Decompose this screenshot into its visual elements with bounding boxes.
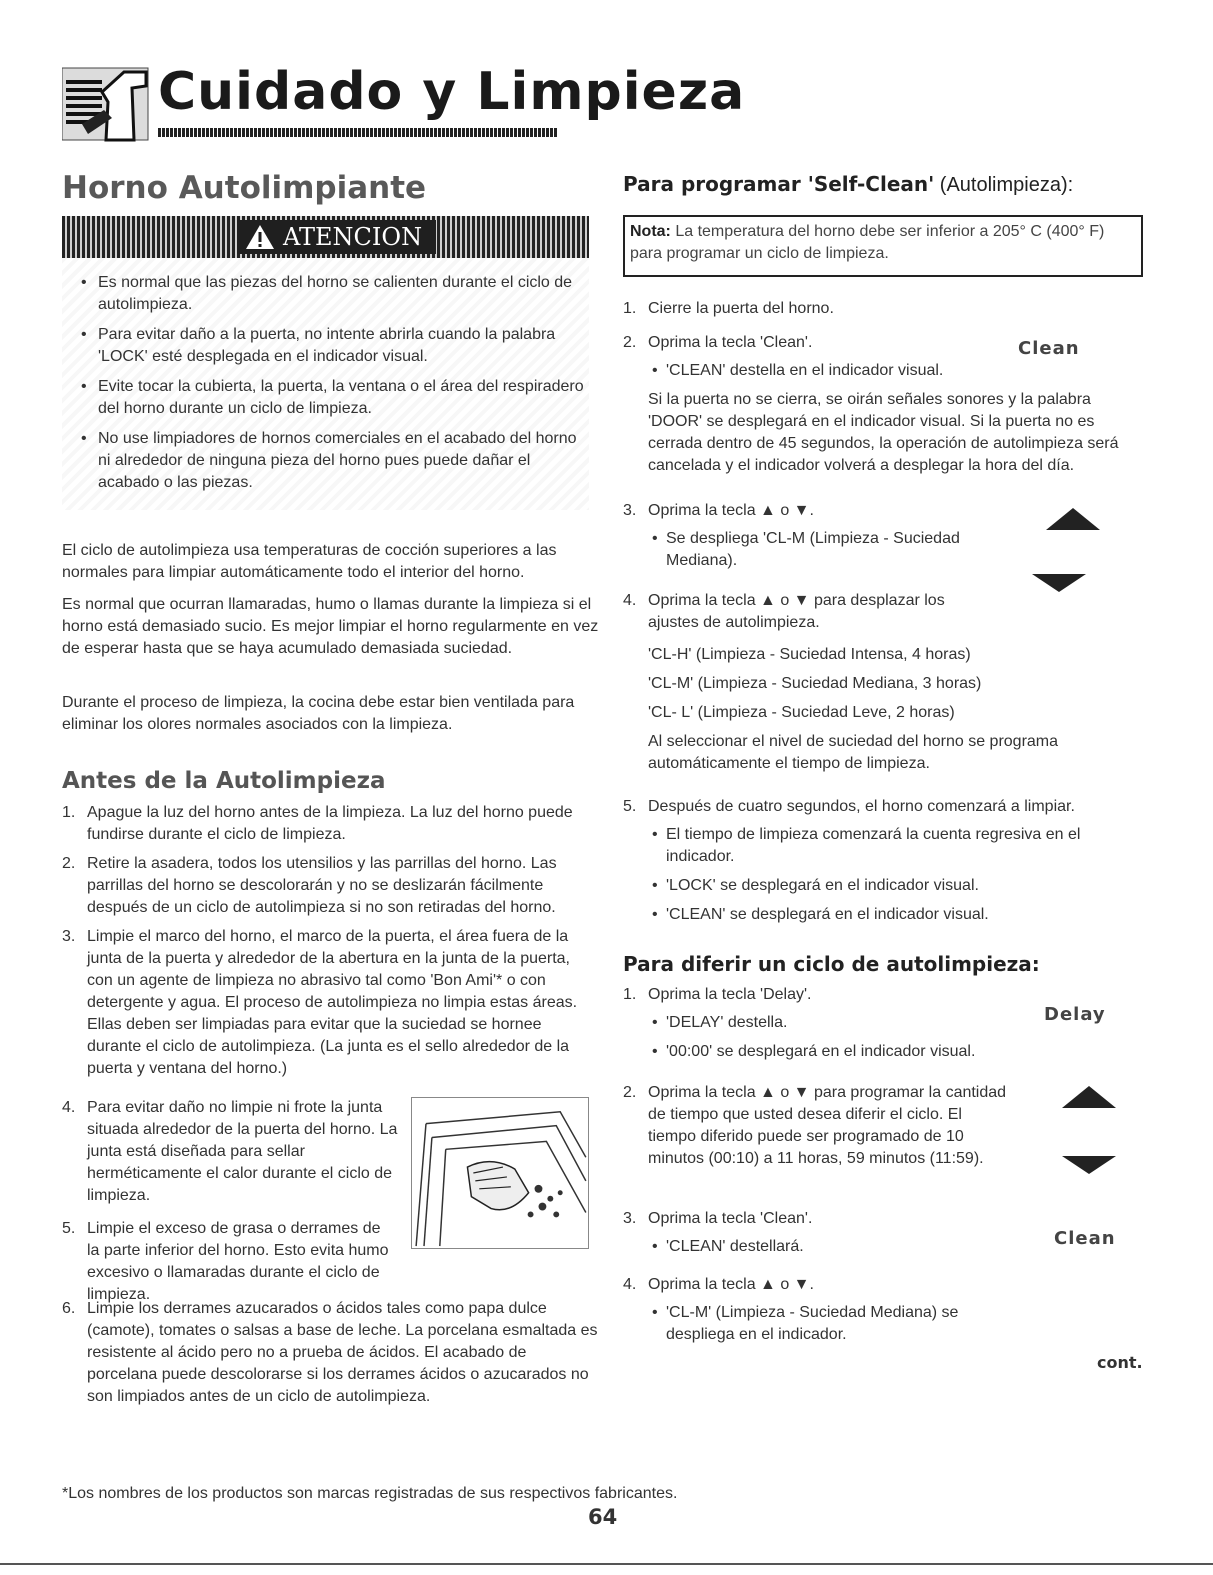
footnote: *Los nombres de los productos son marcas registradas de sus respectivos fabricantes. xyxy=(62,1485,678,1502)
section-title-programar: Para programar 'Self-Clean' (Autolimpieza): xyxy=(623,172,1074,196)
list-item: 1. Cierre la puerta del horno. xyxy=(623,300,834,317)
bullet-item: • 'LOCK' se desplegará en el indicador visual. xyxy=(648,875,1118,897)
up-arrow-key-icon[interactable] xyxy=(1044,506,1102,532)
warning-label xyxy=(237,220,436,254)
clean-key[interactable]: Clean xyxy=(1018,338,1080,359)
section-title-horno: Horno Autolimpiante xyxy=(62,170,427,206)
setting-line: 'CL- L' (Limpieza - Suciedad Leve, 2 horas) xyxy=(648,704,955,721)
bullet-item: • El tiempo de limpieza comenzará la cuenta regresiva en el indicador. xyxy=(648,824,1118,868)
warning-banner xyxy=(62,216,589,258)
intro-paragraph: Durante el proceso de limpieza, la cocina debe estar bien ventilada para eliminar los olores normales asociados con la limpieza. xyxy=(62,694,575,733)
header-rule xyxy=(158,128,558,137)
list-item: 3. Oprima la tecla ▲ o ▼. • Se despliega 'CL-M (Limpieza - Suciedad Mediana). xyxy=(623,500,1023,579)
bullet-item: • 'CLEAN' destellará. xyxy=(648,1236,1043,1258)
intro-paragraph: Es normal que ocurran llamaradas, humo o llamas durante la limpieza si el horno está demasiado sucio. Es mejor limpiar el horno regularmente en vez de esperar hasta que se haya acumulado demasiada suciedad. xyxy=(62,596,599,657)
door-gasket-illustration xyxy=(411,1097,589,1249)
list-item: 1. Oprima la tecla 'Delay'. • 'DELAY' destella. • '00:00' se desplegará en el indicador visual. xyxy=(623,984,1043,1070)
warning-triangle-icon xyxy=(245,224,275,250)
list-item: 2. Oprima la tecla ▲ o ▼ para programar la cantidad de tiempo que usted desea diferir el ciclo. El tiempo diferido puede ser programado de 10 minutos (00:10) a 11 horas, 59 minutos (11:59). xyxy=(623,1084,1007,1167)
up-arrow-key-icon[interactable] xyxy=(1060,1084,1118,1110)
bullet-item: • 'CLEAN' se desplegará en el indicador visual. xyxy=(648,904,1118,926)
warning-list xyxy=(62,258,589,494)
bullet-item: • 'CLEAN' destella en el indicador visual. xyxy=(648,360,978,382)
clean-key[interactable]: Clean xyxy=(1054,1228,1116,1249)
section-title-antes: Antes de la Autolimpieza xyxy=(62,768,386,794)
list-item: 6. Limpie los derrames azucarados o ácidos tales como papa dulce (camote), tomates o salsas a base de leche. La porcelana esmaltada es resistente al ácido pero no a prueba de ácidos. El acabado de porcelana puede descolorarse si los derrames ácidos o azucarados no son limpiados antes de un ciclo de autolimpieza. xyxy=(62,1300,598,1405)
list-item: 5. Después de cuatro segundos, el horno comenzará a limpiar. • El tiempo de limpieza comenzará la cuenta regresiva en el indicador. • 'LOCK' se desplegará en el indicador visual. • 'CLEAN' se desplegará en el indicador visual. xyxy=(623,796,1143,933)
list-item: 2. Oprima la tecla 'Clean'. • 'CLEAN' destella en el indicador visual. Si la puerta no se cierra, se oirán señales sonores y la palabra 'DOOR' se desplegará en el indicador visual. Si la puerta no es cerrada dentro de 45 segundos, la operación de autolimpieza será cancelada y el indicador volverá a desplegar la hora del día. xyxy=(623,332,1143,484)
bottom-rule xyxy=(0,1563,1213,1565)
setting-line: 'CL-M' (Limpieza - Suciedad Mediana, 3 horas) xyxy=(648,675,982,692)
note-text: La temperatura del horno debe ser inferior a 205° C (400° F) para programar un ciclo de limpieza. xyxy=(630,223,1105,262)
setting-line: 'CL-H' (Limpieza - Suciedad Intensa, 4 horas) xyxy=(648,646,971,663)
page-number: 64 xyxy=(588,1505,618,1529)
cleaning-spray-icon xyxy=(62,62,150,144)
warning-label-text: ATENCION xyxy=(283,223,423,251)
list-item: 3. Oprima la tecla 'Clean'. • 'CLEAN' destellará. xyxy=(623,1208,1043,1265)
bullet-item: • 'CL-M' (Limpieza - Suciedad Mediana) se despliega en el indicador. xyxy=(648,1302,978,1346)
list-item: 2. Retire la asadera, todos los utensilios y las parrillas del horno. Las parrillas del horno se descolorarán y no se deslizarán fácilmente después de un ciclo de autolimpieza si no son retiradas del horno. xyxy=(62,855,557,916)
section-title-diferir: Para diferir un ciclo de autolimpieza: xyxy=(623,952,1040,976)
step-note: Si la puerta no se cierra, se oirán señales sonores y la palabra 'DOOR' se desplegará en el indicador visual. Si la puerta no es cerrada dentro de 45 segundos, la operación de autolimpieza será cancelada y el indicador volverá a desplegar la hora del día. xyxy=(648,391,1119,474)
continued-label: cont. xyxy=(1097,1353,1143,1372)
list-item: 3. Limpie el marco del horno, el marco de la puerta, el área fuera de la junta de la puerta y alrededor de la abertura en la junta de la puerta, con un agente de limpieza no abrasivo tal como 'Bon Ami'* o con detergente y agua. El proceso de autolimpieza no limpia estas áreas. Ellas deben ser limpiadas para evitar que la suciedad se hornee durante el ciclo de autolimpieza. (La junta es el sello alrededor de la puerta y ventana del horno.) xyxy=(62,928,578,1077)
note-box xyxy=(623,215,1143,277)
page-header-title: Cuidado y Limpieza xyxy=(158,62,746,122)
list-item: 1. Apague la luz del horno antes de la limpieza. La luz del horno puede fundirse durante el ciclo de limpieza. xyxy=(62,804,573,843)
warning-body xyxy=(62,258,589,510)
bullet-item: • '00:00' se desplegará en el indicador visual. xyxy=(648,1041,1043,1063)
down-arrow-key-icon[interactable] xyxy=(1060,1152,1118,1178)
intro-paragraph: El ciclo de autolimpieza usa temperaturas de cocción superiores a las normales para limpiar automáticamente todo el interior del horno. xyxy=(62,542,557,581)
step-note: Al seleccionar el nivel de suciedad del horno se programa automáticamente el tiempo de limpieza. xyxy=(648,733,1059,772)
delay-key[interactable]: Delay xyxy=(1044,1004,1106,1025)
note-label: Nota: xyxy=(630,223,671,240)
list-item: 4. Oprima la tecla ▲ o ▼ para desplazar los ajustes de autolimpieza. 'CL-H' (Limpieza - Suciedad Intensa, 4 horas) 'CL-M' (Limpieza - Suciedad Mediana, 3 horas) 'CL- L' (Limpieza - Suciedad Leve, 2 horas) Al seleccionar el nivel de suciedad del horno se programa automáticamente el tiempo de limpieza. xyxy=(623,590,1143,782)
list-item: 4. Para evitar daño no limpie ni frote la junta situada alrededor de la puerta del horno. La junta está diseñada para sellar herméticamente el calor durante el ciclo de limpieza. xyxy=(62,1099,398,1204)
list-item: 5. Limpie el exceso de grasa o derrames de la parte inferior del horno. Esto evita humo excesivo o llamaradas durante el ciclo de limpieza. xyxy=(62,1220,389,1303)
warning-item: • No use limpiadores de hornos comerciales en el acabado del horno ni alrededor de ninguna pieza del horno pues puede dañar el acabado o las piezas. xyxy=(78,428,589,494)
warning-item: • Es normal que las piezas del horno se calienten durante el ciclo de autolimpieza. xyxy=(78,272,589,316)
warning-item: • Para evitar daño a la puerta, no intente abrirla cuando la palabra 'LOCK' esté desplegada en el indicador visual. xyxy=(78,324,589,368)
warning-item: • Evite tocar la cubierta, la puerta, la ventana o el área del respiradero del horno durante un ciclo de limpieza. xyxy=(78,376,589,420)
antes-steps xyxy=(62,802,598,1087)
list-item: 4. Oprima la tecla ▲ o ▼. • 'CL-M' (Limpieza - Suciedad Mediana) se despliega en el indicador. xyxy=(623,1274,1043,1353)
bullet-item: • 'DELAY' destella. xyxy=(648,1012,1043,1034)
bullet-item: • Se despliega 'CL-M (Limpieza - Suciedad Mediana). xyxy=(648,528,968,572)
